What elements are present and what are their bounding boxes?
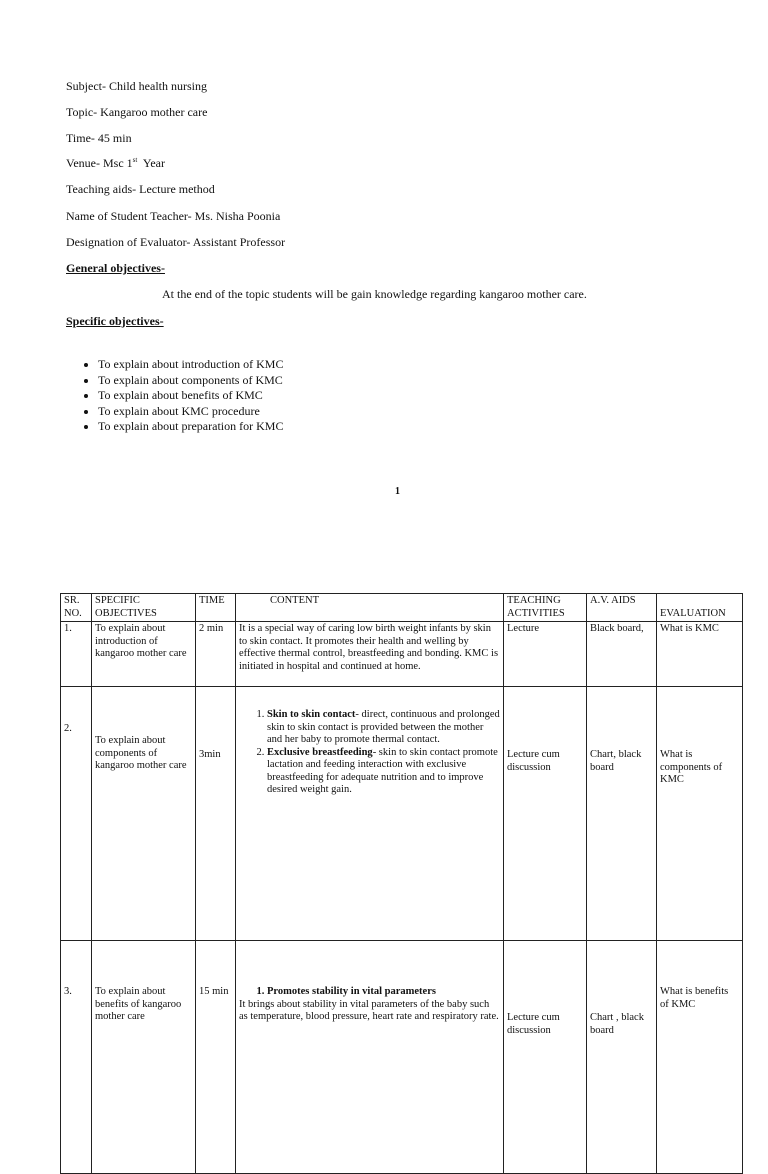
item-heading: Skin to skin contact — [267, 709, 356, 720]
venue-superscript: st — [132, 156, 138, 164]
item-heading: Exclusive breastfeeding — [267, 746, 373, 758]
cell-evaluation: What is components of KMC — [657, 687, 743, 941]
cell-activity: Lecture — [504, 622, 587, 687]
list-item: • To explain about introduction of KMC — [98, 357, 283, 373]
header-time: TIME — [196, 594, 236, 622]
list-item: • To explain about preparation for KMC — [98, 419, 283, 435]
cell-content: It is a special way of caring low birth weight infants by skin to skin contact. It promotes their health and welling by effective thermal control, breastfeeding and bonding. KMC is initiated in hospital and continued at home. — [236, 622, 504, 687]
header-evaluation: EVALUATION — [657, 594, 743, 622]
table-header-row — [61, 594, 743, 622]
list-item: • To explain about components of KMC — [98, 373, 283, 389]
cell-content — [236, 941, 504, 1174]
cell-objective: To explain about components of kangaroo mother care — [92, 687, 196, 941]
cell-sr: 2. — [61, 687, 92, 941]
cell-time: 15 min — [196, 941, 236, 1174]
cell-sr: 3. — [61, 941, 92, 1174]
table-row — [61, 941, 743, 1174]
evaluator-line: Designation of Evaluator- Assistant Professor — [66, 235, 286, 249]
cell-content — [236, 687, 504, 941]
header-activities: TEACHING ACTIVITIES — [504, 594, 587, 622]
venue-line — [66, 156, 165, 171]
table-row — [61, 622, 743, 687]
benefit-text: It brings about stability in vital parameters of the baby such as temperature, blood pressure, heart rate and respiratory rate. — [239, 998, 499, 1022]
cell-objective: To explain about benefits of kangaroo mother care — [92, 941, 196, 1174]
teaching-aids-line: Teaching aids- Lecture method — [66, 182, 215, 196]
cell-objective: To explain about introduction of kangaroo mother care — [92, 622, 196, 687]
general-objectives-text: At the end of the topic students will be gain knowledge regarding kangaroo mother care. — [162, 287, 587, 301]
student-teacher-line: Name of Student Teacher- Ms. Nisha Poonia — [66, 209, 281, 223]
venue-text: Venue- Msc 1 — [66, 156, 133, 170]
topic-line: Topic- Kangaroo mother care — [66, 105, 208, 119]
header-content: CONTENT — [236, 594, 504, 622]
cell-evaluation: What is KMC — [657, 622, 743, 687]
table-row — [61, 687, 743, 941]
cell-activity: Lecture cum discussion — [504, 687, 587, 941]
list-item: 1. Promotes stability in vital parameters — [267, 986, 500, 999]
cell-aids: Black board, — [587, 622, 657, 687]
benefits-list — [239, 986, 500, 999]
specific-objectives-heading: Specific objectives- — [66, 314, 164, 328]
cell-sr: 1. — [61, 622, 92, 687]
cell-aids: Chart , black board — [587, 941, 657, 1174]
list-item — [267, 747, 500, 797]
time-line: Time- 45 min — [66, 131, 132, 145]
cell-evaluation: What is benefits of KMC — [657, 941, 743, 1174]
header-sr: SR. NO. — [61, 594, 92, 622]
venue-year: Year — [137, 156, 165, 170]
cell-activity: Lecture cum discussion — [504, 941, 587, 1174]
item-text: - direct, continuous and prolonged skin to skin contact is provided between the mother and her baby to promote thermal contact. — [267, 709, 500, 745]
specific-objectives-list — [66, 357, 283, 435]
list-item: • To explain about benefits of KMC — [98, 388, 283, 404]
list-item — [267, 709, 500, 747]
header-objectives: SPECIFIC OBJECTIVES — [92, 594, 196, 622]
general-objectives-heading: General objectives- — [66, 261, 165, 275]
cell-aids: Chart, black board — [587, 687, 657, 941]
cell-time: 2 min — [196, 622, 236, 687]
lesson-plan-table — [60, 593, 743, 1174]
item-text: - skin to skin contact promote lactation and feeding interaction with exclusive breastfeeding for adequate nutrition and to improve desired weight gain. — [267, 746, 498, 795]
subject-line: Subject- Child health nursing — [66, 79, 207, 93]
cell-time: 3min — [196, 687, 236, 941]
components-list — [239, 709, 500, 797]
header-aids: A.V. AIDS — [587, 594, 657, 622]
page-number: 1 — [395, 486, 400, 497]
list-item: • To explain about KMC procedure — [98, 404, 283, 420]
